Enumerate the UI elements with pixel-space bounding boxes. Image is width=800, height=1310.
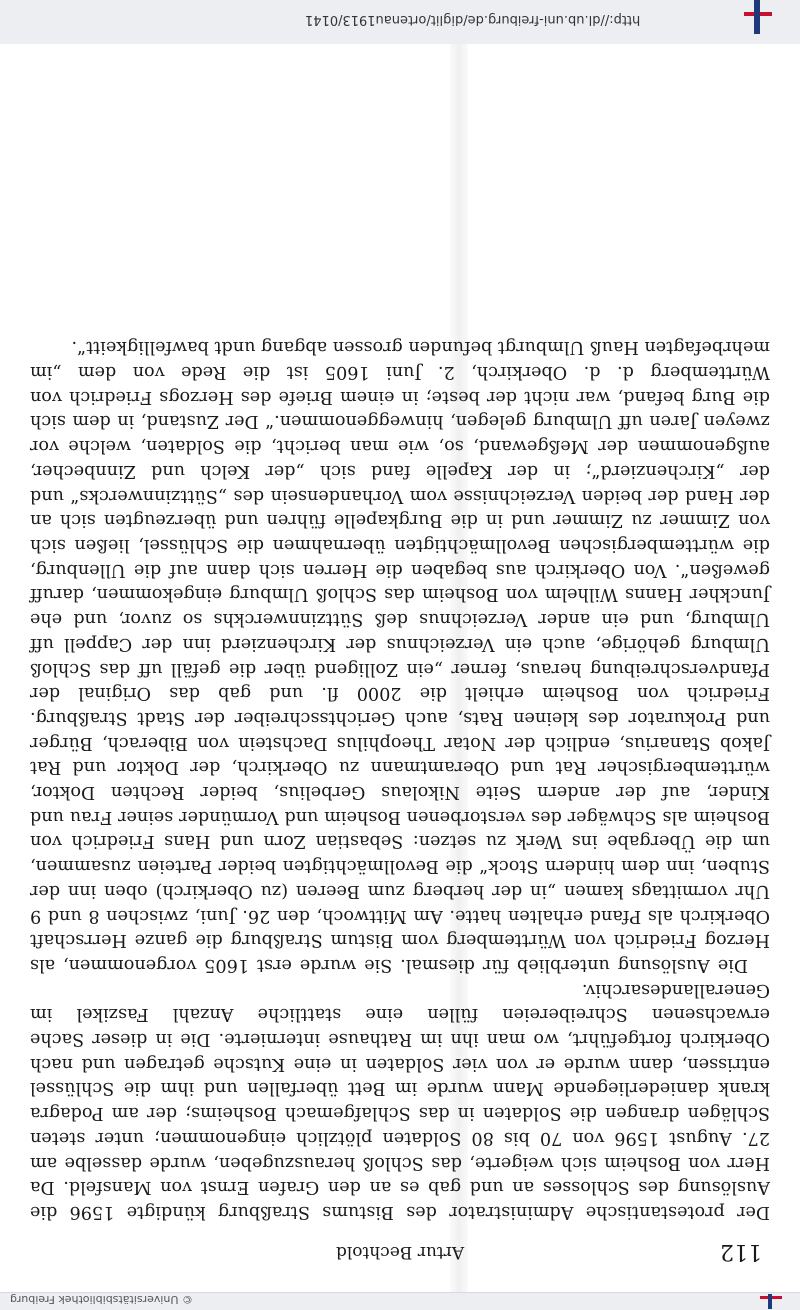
- library-logo-icon: [740, 0, 782, 36]
- paragraph: Der protestantische Administrator des Bistums Straßburg kündigte 1596 die Auslösung des Schlosses an und gab es an den Grafen Ernst von Mansfeld. Da Herr von Bosheim sich weigerte, das Schloß herauszugeben, wurde dasselbe am 27. August 1596 von 70 bis 80 Soldaten plötzlich eingenommen; unter steten Schlägen drangen die Soldaten in das Schlafgemach Bosheims; der am Podagra krank daniederliegende Mann wurde im Bett überfallen und ihm die Schlüssel entrissen, dann wurde er von vier Soldaten in eine Kutsche getragen und nach Oberkirch fortgeführt, wo man ihn im Rathause internierte. Die in dieser Sache erwachsenen Schreibereien füllen eine stattliche Anzahl Faszikel im Generallandesarchiv.: [30, 979, 770, 1222]
- scanned-page: [0, 44, 800, 1292]
- running-head: [30, 1224, 770, 1264]
- running-head-title: Artur Bechtold: [335, 1242, 465, 1262]
- page-text-block: [30, 164, 770, 1264]
- page-number: 112: [720, 1239, 762, 1264]
- paragraph: Die Auslösung unterblieb für diesmal. Sie wurde erst 1605 vorgenommen, als Herzog Friedrich von Württemberg vom Bistum Straßburg die ganze Herrschaft Oberkirch als Pfand erhalten hatte. Am Mittwoch, den 26. Juni, zwischen 8 und 9 Uhr vormittags kamen „in der herberg zum Beeren (zu Oberkirch) oben inn der Stuben, inn dem hindern Stock“ die Bevollmächtigten beider Parteien zusammen, um die Übergabe ins Werk zu setzen: Sebastian Zorn und Hans Friedrich von Bosheim als Schwäger des verstorbenen Bosheim und Vormünder seiner Frau und Kinder, auf der andern Seite Nikolaus Gerbelius, beider Rechten Doktor, württembergischer Rat und Oberamtmann zu Oberkirch, der Doktor und Rat Jakob Stanarius, endlich der Notar Theophilus Dachstein von Biberach, Bürger und Prokurator des kleinen Rats, auch Gerichtsschreiber der Stadt Straßburg. Friedrich von Bosheim erhielt die 2000 fl. und gab das Original der Pfandverschreibung heraus, ferner „ein Zolligend über die gefäll uff das Schloß Ulmburg gehörige, auch ein Verzeichnus der Kirchenzierd inn der Cappell uff Ulmburg, und ein ander Verzeichnus deß Süttzinnwerckhs so zuvor, und ehe Junckher Hanns Wilhelm von Bosheim das Schloß Ulmburg eingekommen, daruff geweßen“. Von Oberkirch aus begaben die Herren sich dann auf die Ullenburg, die württembergischen Bevollmächtigten übernahmen die Schlüssel, ließen sich von Zimmer zu Zimmer und in die Burgkapelle führen und überzeugten sich an der Hand der beiden Verzeichnisse vom Vorhandensein des „Süttzinnwercks“ und der „Kirchenzierd“; in der Kapelle fand sich „der Kelch und Zinnbecher, außgenommen der Meßgewand, so, wie man bericht, die Soldaten, welche vor zweyen Jaren uff Ulmburg gelegen, hinweggenommen.“ Der Zustand, in dem sich die Burg befand, war nicht der beste; in einem Briefe des Herzogs Friedrich von Württemberg d. d. Oberkirch, 2. Juni 1605 ist die Rede von dem „im mehrbefagten Hauß Ulmburgt befunden grossen abgang undt bawfelligkeitt“.: [30, 337, 770, 975]
- viewer-header: [0, 0, 800, 45]
- source-url[interactable]: http://dl.ub.uni-freiburg.de/diglit/ortenau1913/0141: [304, 12, 640, 27]
- viewer-footer: [0, 1292, 800, 1310]
- library-logo-icon: [760, 1294, 784, 1309]
- footer-copyright: © Universitätsbibliothek Freiburg: [10, 1293, 193, 1306]
